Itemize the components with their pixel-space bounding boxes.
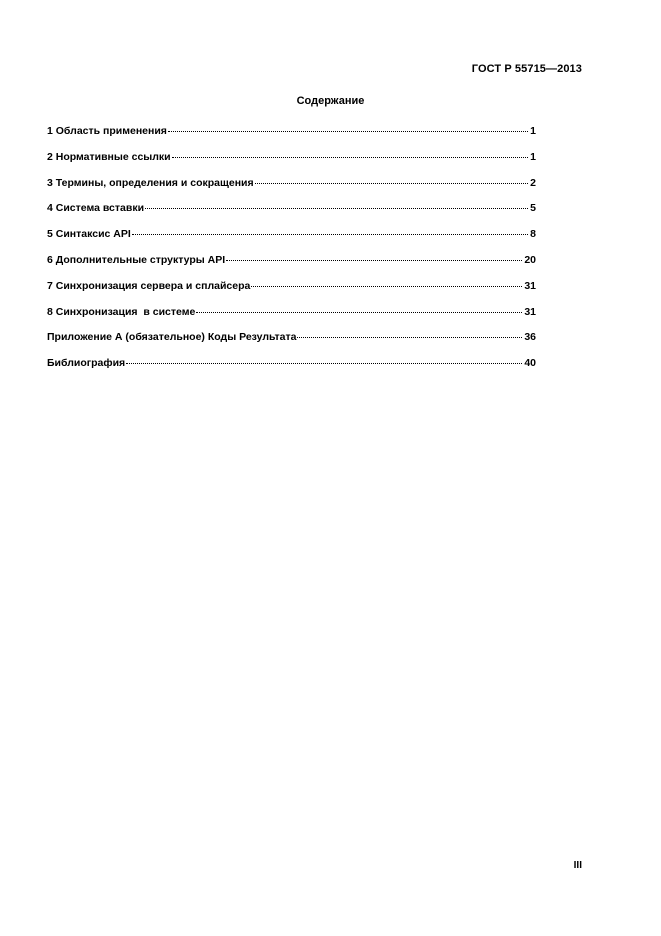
document-code: ГОСТ Р 55715—2013	[471, 63, 582, 75]
toc-entry-label: 3 Термины, определения и сокращения	[47, 176, 254, 189]
toc-entry-page: 40	[524, 357, 536, 370]
table-of-contents	[47, 125, 536, 383]
toc-entry-label: 7 Синхронизация сервера и сплайсера	[47, 279, 251, 292]
dot-leader	[255, 182, 529, 184]
toc-entry-page: 2	[530, 176, 536, 189]
toc-entry-label: 6 Дополнительные структуры API	[47, 253, 226, 266]
toc-entry-label: 8 Синхронизация в системе	[47, 305, 196, 318]
toc-entry[interactable]	[47, 280, 536, 306]
dot-leader	[168, 130, 528, 132]
toc-entry[interactable]	[47, 306, 536, 332]
toc-entry-label: Библиография	[47, 357, 126, 370]
dot-leader	[145, 207, 528, 209]
toc-entry-page: 5	[530, 202, 536, 215]
dot-leader	[251, 285, 522, 287]
toc-entry-page: 1	[530, 125, 536, 137]
dot-leader	[297, 336, 522, 338]
toc-entry-label: 5 Синтаксис API	[47, 228, 131, 241]
dot-leader	[172, 156, 529, 158]
toc-entry[interactable]	[47, 125, 536, 151]
toc-entry-label: 1 Область применения	[47, 125, 167, 137]
dot-leader	[126, 362, 522, 364]
toc-entry-page: 1	[530, 150, 536, 163]
toc-entry-label: 4 Система вставки	[47, 202, 145, 215]
toc-entry-page: 31	[524, 305, 536, 318]
toc-entry[interactable]	[47, 228, 536, 254]
toc-entry-page: 20	[524, 253, 536, 266]
toc-entry-label: 2 Нормативные ссылки	[47, 150, 171, 163]
toc-title: Содержание	[296, 95, 365, 107]
page-number: III	[573, 860, 582, 871]
toc-entry[interactable]	[47, 151, 536, 177]
toc-entry[interactable]	[47, 357, 536, 383]
toc-entry[interactable]	[47, 331, 536, 357]
toc-entry-page: 36	[524, 331, 536, 344]
toc-entry[interactable]	[47, 202, 536, 228]
toc-entry-page: 31	[524, 279, 536, 292]
dot-leader	[226, 259, 522, 261]
dot-leader	[132, 233, 528, 235]
toc-entry[interactable]	[47, 254, 536, 280]
toc-entry-page: 8	[530, 228, 536, 241]
dot-leader	[196, 311, 522, 313]
toc-entry-label: Приложение А (обязательное) Коды Результата	[47, 331, 297, 344]
toc-entry[interactable]	[47, 177, 536, 203]
